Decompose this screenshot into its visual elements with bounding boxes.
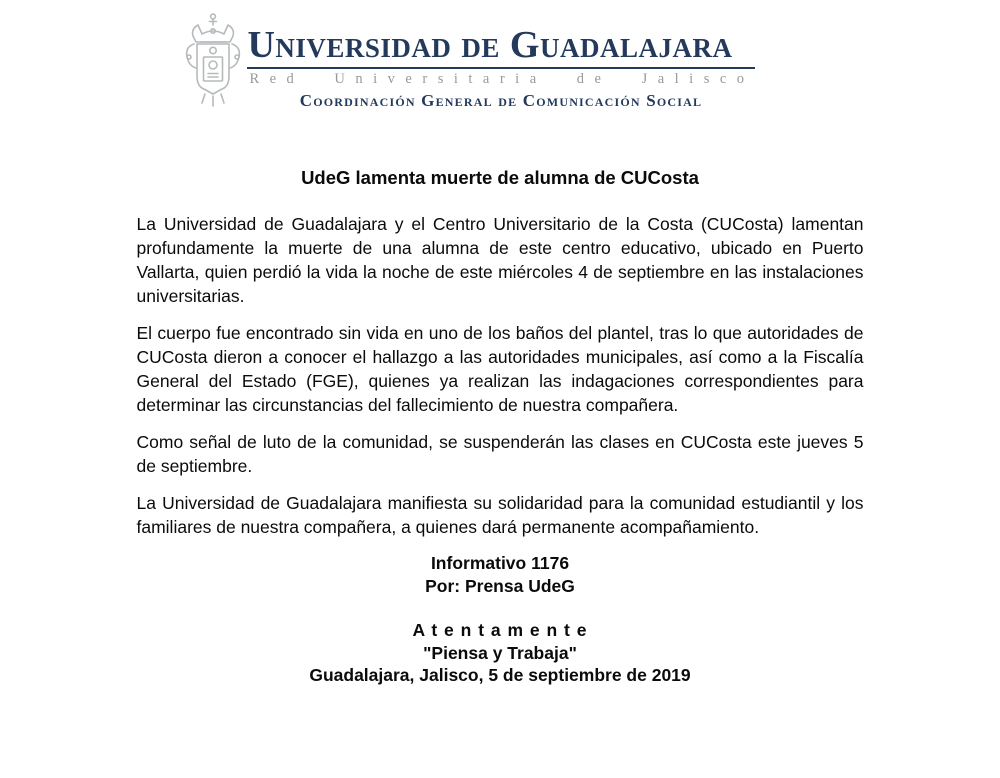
department-subtitle: Coordinación General de Comunicación Social bbox=[299, 90, 703, 110]
body-paragraph-1: La Universidad de Guadalajara y el Centro Universitario de la Costa (CUCosta) lamentan profundamente la muerte de una alumna de este centro educativo, ubicado en Puerto Vallarta, quien perdió la vida la noche de este miércoles 4 de septiembre en las instalaciones universitarias. bbox=[136, 214, 864, 306]
salutation: A t e n t a m e n t e bbox=[412, 620, 588, 640]
letterhead bbox=[181, 10, 754, 113]
byline: Por: Prensa UdeG bbox=[425, 575, 575, 596]
press-release bbox=[137, 167, 864, 687]
dateline: Guadalajara, Jalisco, 5 de septiembre de 2019 bbox=[309, 665, 691, 685]
body-paragraph-2: El cuerpo fue encontrado sin vida en uno de los baños del plantel, tras lo que autoridades de CUCosta dieron a conocer el hallazgo a las autoridades municipales, así como a la Fiscalía General del Estado (FGE), quienes ya realizan las indagaciones correspondientes para determinar las circunstancias del fallecimiento de nuestra compañera. bbox=[136, 323, 864, 415]
network-subtitle: Red Universitaria de Jalisco bbox=[249, 70, 755, 87]
signoff-block bbox=[137, 552, 864, 687]
letterhead-text bbox=[247, 10, 754, 111]
university-wordmark: Universidad de Guadalajara bbox=[247, 26, 754, 69]
bulletin-number: Informativo 1176 bbox=[430, 553, 570, 573]
body-paragraph-3: Como señal de luto de la comunidad, se suspenderán las clases en CUCosta este jueves 5 de septiembre. bbox=[136, 432, 864, 476]
udeg-coat-of-arms-icon bbox=[181, 10, 245, 113]
body-paragraph-4: La Universidad de Guadalajara manifiesta su solidaridad para la comunidad estudiantil y los familiares de nuestra compañera, a quienes dará permanente acompañamiento. bbox=[136, 493, 864, 537]
salutation-block bbox=[137, 619, 864, 687]
motto: "Piensa y Trabaja" bbox=[423, 642, 577, 663]
press-release-title: UdeG lamenta muerte de alumna de CUCosta bbox=[301, 167, 699, 188]
